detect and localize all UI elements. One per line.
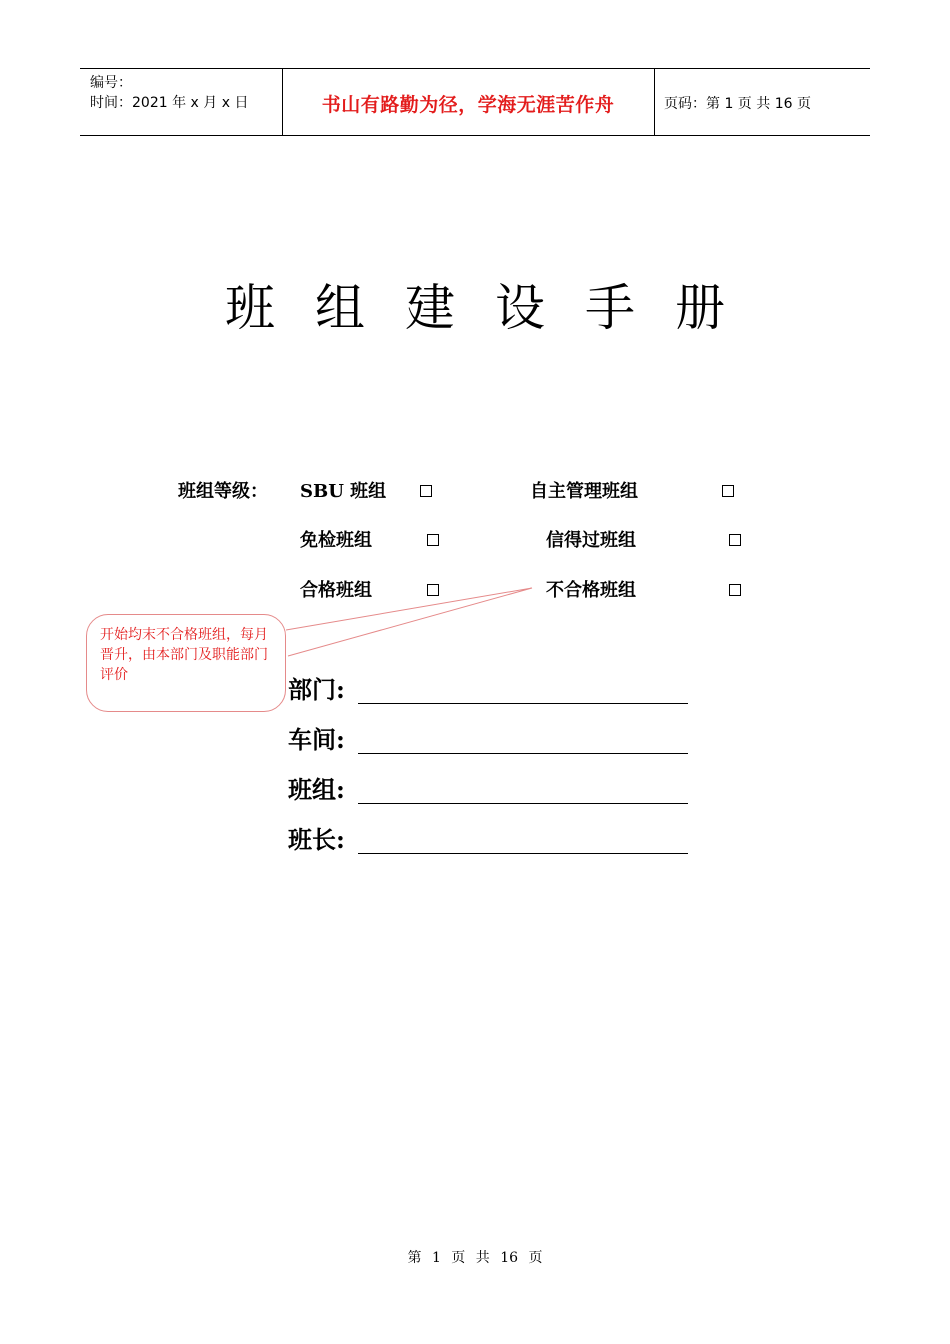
grade-option-exempt-checkbox[interactable] [427,534,439,546]
department-label: 部门: [288,675,345,704]
team-label: 班组: [288,775,345,804]
team-leader-label: 班长: [288,825,345,854]
workshop-field[interactable] [358,753,688,754]
time-label: 时间：2021 年 x 月 x 日 [90,95,249,111]
header-meta [90,73,248,113]
grade-option-sbu-label: SBU 班组 [300,481,387,502]
annotation-text: 开始均末不合格班组，每月晋升，由本部门及职能部门评价 [100,627,268,683]
grade-option-trusted-label: 信得过班组 [546,530,636,551]
grade-option-unqualified-label: 不合格班组 [546,580,636,601]
workshop-label: 车间: [288,725,345,754]
team-leader-field[interactable] [358,853,688,854]
header-divider [654,69,655,135]
grade-option-trusted-checkbox[interactable] [729,534,741,546]
page-header [80,68,870,136]
grade-option-self-managed-checkbox[interactable] [722,485,734,497]
grade-option-qualified-label: 合格班组 [300,580,372,601]
document-title: 班组建设手册 [225,279,765,337]
header-motto: 书山有路勤为径，学海无涯苦作舟 [321,93,615,116]
header-page-info: 页码：第 1 页 共 16 页 [664,96,811,112]
grade-option-sbu-checkbox[interactable] [420,485,432,497]
serial-label: 编号： [90,75,132,91]
team-field[interactable] [358,803,688,804]
grade-option-self-managed-label: 自主管理班组 [530,481,638,502]
grade-option-unqualified-checkbox[interactable] [729,584,741,596]
grade-option-exempt-label: 免检班组 [300,530,372,551]
grade-label: 班组等级： [178,481,268,502]
grade-option-qualified-checkbox[interactable] [427,584,439,596]
page-footer: 第 1 页 共 16 页 [407,1250,543,1266]
department-field[interactable] [358,703,688,704]
